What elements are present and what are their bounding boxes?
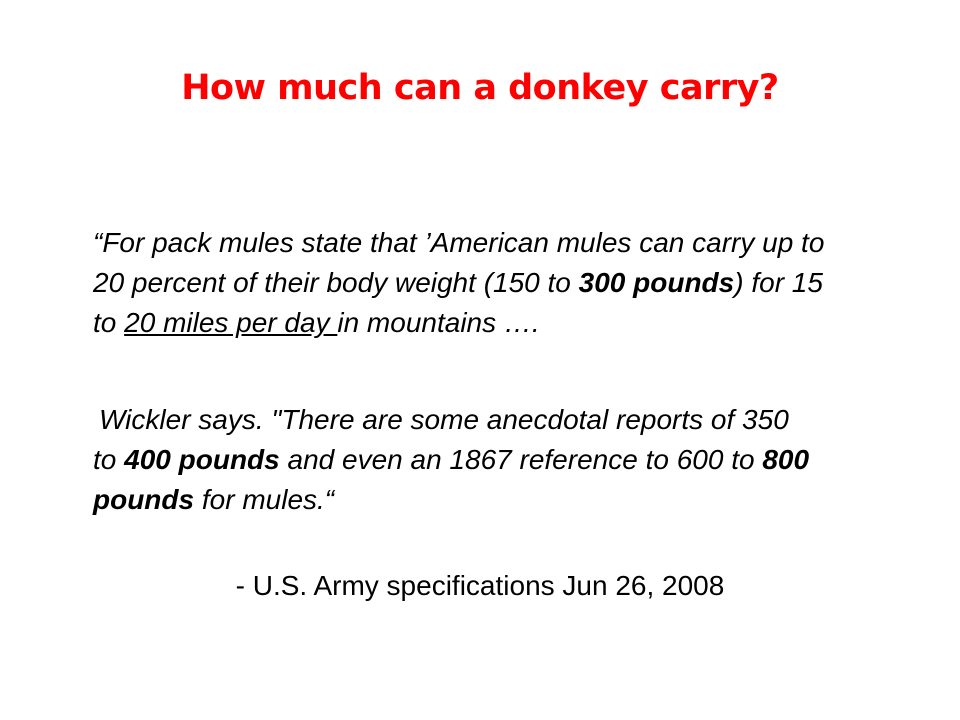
quote1-underlined-20-miles: 20 miles per day [124, 307, 338, 338]
quote1-bold-300-pounds: 300 pounds [578, 267, 735, 298]
quote1-line-3 [93, 303, 913, 343]
quote2-line-2-text-a: to [93, 444, 125, 475]
quote1-line-2 [93, 263, 913, 303]
quote-paragraph-2 [93, 400, 913, 520]
attribution: - U.S. Army specifications Jun 26, 2008 [235, 570, 725, 601]
quote2-line-1: Wickler says. "There are some anecdotal reports of 350 [99, 404, 789, 435]
quote1-line-2-text-c: ) for 15 [734, 267, 823, 298]
quote-paragraph-1 [93, 223, 913, 343]
quote1-line-1: “For pack mules state that ’American mules can carry up to [93, 227, 825, 258]
quote2-bold-pounds: pounds [93, 484, 195, 515]
slide-title: How much can a donkey carry? [181, 68, 779, 108]
quote2-line-3-text-b: for mules.“ [194, 484, 335, 515]
quote2-line-2-text-c: and even an 1867 reference to 600 to [279, 444, 763, 475]
quote2-line-2 [93, 440, 913, 480]
quote2-line-3 [93, 480, 913, 520]
quote2-bold-400-pounds: 400 pounds [124, 444, 280, 475]
quote2-bold-800: 800 [762, 444, 810, 475]
quote1-line-3-text-a: to [93, 307, 125, 338]
quote1-line-3-text-c: in mountains …. [337, 307, 540, 338]
quote1-line-2-text-a: 20 percent of their body weight (150 to [93, 267, 579, 298]
